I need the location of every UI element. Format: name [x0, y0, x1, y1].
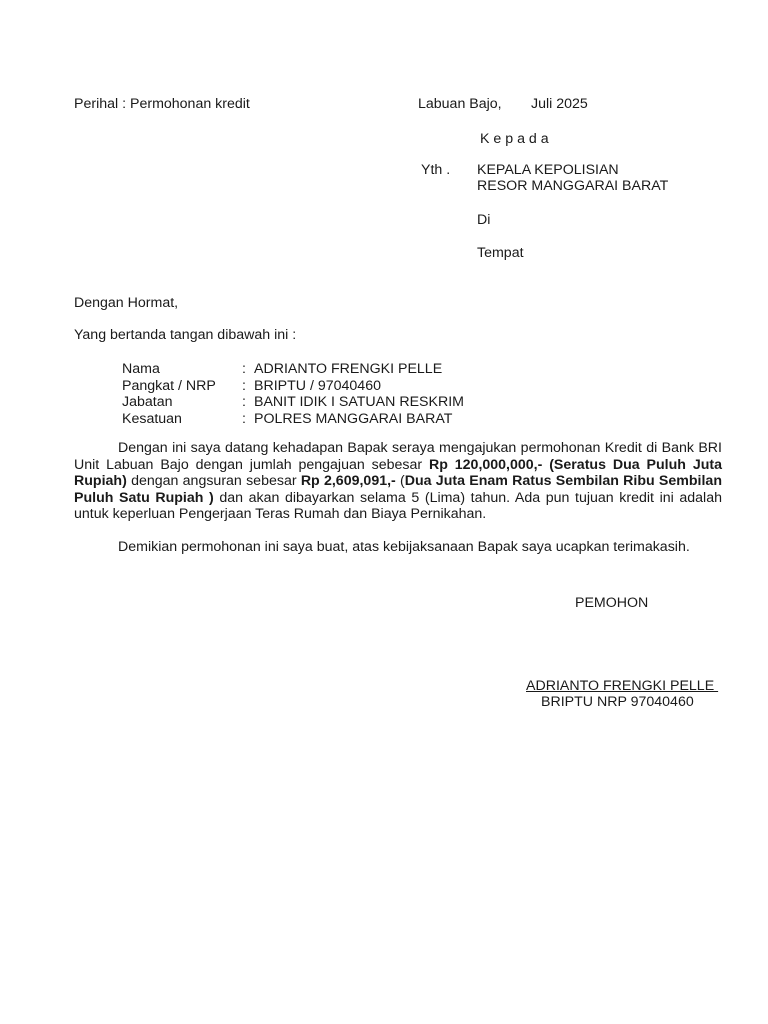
recipient-tempat: Tempat: [477, 245, 524, 261]
recipient-yth: Yth .: [421, 162, 451, 178]
identity-label: Nama: [122, 361, 160, 377]
identity-label: Kesatuan: [122, 410, 182, 427]
identity-value: BRIPTU / 97040460: [254, 377, 381, 394]
letter-date: Juli 2025: [531, 96, 588, 112]
loan-amount: Rp 120,000,000,- (Seratus Dua Puluh Juta Rupiah): [74, 456, 722, 489]
identity-value: ADRIANTO FRENGKI PELLE: [254, 361, 443, 377]
letter-place: Labuan Bajo,: [418, 96, 502, 112]
signature-role: PEMOHON: [575, 595, 649, 611]
body-text: dengan angsuran sebesar: [126, 473, 301, 489]
recipient-di: Di: [477, 212, 491, 228]
identity-colon: :: [242, 410, 246, 427]
identity-colon: :: [242, 394, 246, 410]
recipient-line2: RESOR MANGGARAI BARAT: [477, 178, 669, 194]
identity-row-nama: [122, 361, 464, 378]
identity-row-jabatan: [122, 394, 464, 411]
body-paragraph-2: Demikian permohonan ini saya buat, atas kebijaksanaan Bapak saya ucapkan terimakasih.: [118, 539, 690, 555]
identity-label: Pangkat / NRP: [122, 377, 216, 394]
identity-label: Jabatan: [122, 394, 173, 410]
installment-amount: Rp 2,609,091,-: [300, 473, 396, 489]
installment-words: Dua Juta Enam Ratus Sembilan Ribu Sembilan Puluh Satu Rupiah ): [74, 473, 722, 506]
body-text: Dengan ini saya datang kehadapan Bapak seraya mengajukan permohonan Kredit di Bank BRI Unit Labuan Bajo dengan jumlah pengajuan sebesar: [74, 440, 722, 473]
recipient-line1: KEPALA KEPOLISIAN: [477, 162, 619, 178]
signature-name: ADRIANTO FRENGKI PELLE: [526, 678, 719, 694]
identity-row-pangkat: [122, 378, 464, 395]
signature-rank: BRIPTU NRP 97040460: [541, 694, 694, 710]
identity-row-kesatuan: [122, 411, 464, 428]
greeting: Dengan Hormat,: [74, 295, 179, 311]
body-text: dan akan dibayarkan selama 5 (Lima) tahun. Ada pun tujuan kredit ini adalah untuk keperluan Pengerjaan Teras Rumah dan Biaya Pernikahan.: [74, 489, 722, 522]
identity-value: POLRES MANGGARAI BARAT: [254, 410, 453, 427]
recipient-kepada: K e p a d a: [480, 131, 549, 147]
identity-value: BANIT IDIK I SATUAN RESKRIM: [254, 394, 464, 410]
identity-colon: :: [242, 361, 246, 377]
identity-table: [122, 361, 464, 427]
intro-line: Yang bertanda tangan dibawah ini :: [74, 327, 297, 343]
letter-subject: Perihal : Permohonan kredit: [74, 96, 250, 112]
body-text: (: [395, 473, 405, 489]
body-paragraph-1: [74, 440, 722, 523]
identity-colon: :: [242, 377, 246, 394]
